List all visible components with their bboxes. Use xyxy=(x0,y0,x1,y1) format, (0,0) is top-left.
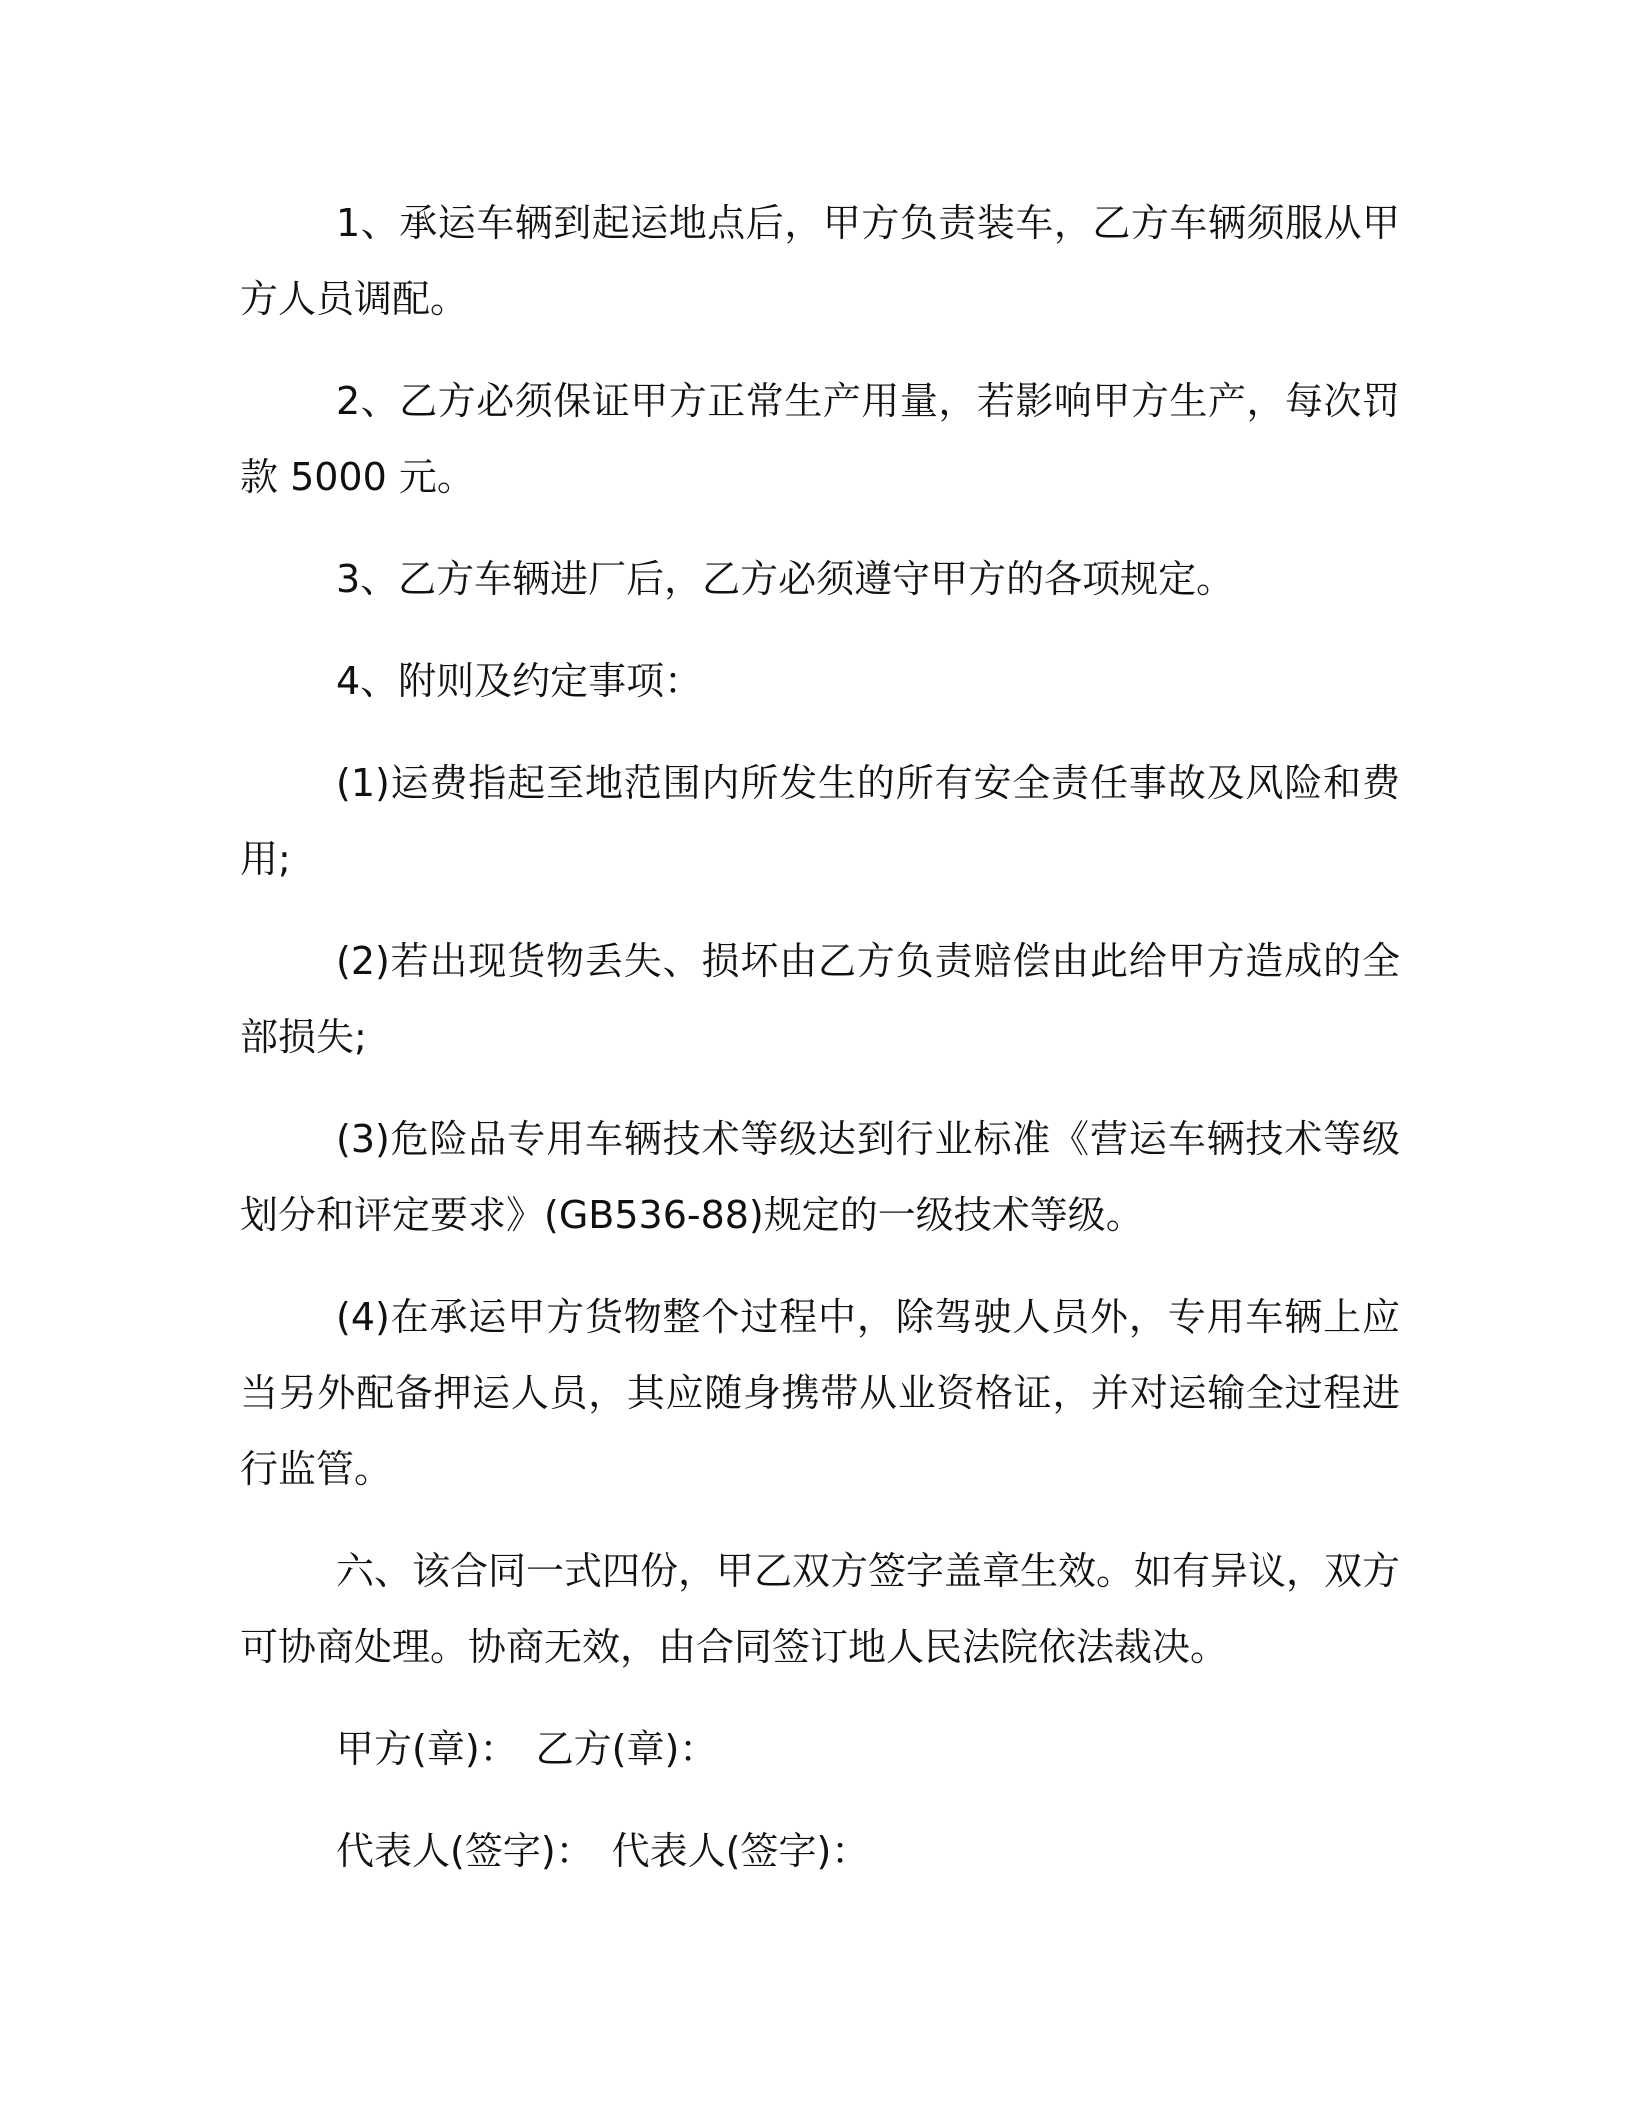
clause-4-item-1: (1)运费指起至地范围内所发生的所有安全责任事故及风险和费用; xyxy=(240,761,1400,881)
document-body xyxy=(240,185,1400,1915)
clause-3: 3、乙方车辆进厂后，乙方必须遵守甲方的各项规定。 xyxy=(336,557,1235,601)
clause-1: 1、承运车辆到起运地点后，甲方负责装车，乙方车辆须服从甲方人员调配。 xyxy=(240,201,1400,321)
clause-4-heading: 4、附则及约定事项： xyxy=(336,659,703,703)
party-b-rep-label: 代表人(签字)： xyxy=(611,1829,870,1873)
party-b-seal-label: 乙方(章)： xyxy=(535,1727,718,1771)
party-a-rep-label: 代表人(签字)： xyxy=(336,1829,594,1873)
seal-line xyxy=(240,1711,1400,1787)
clause-6: 六、该合同一式四份，甲乙双方签字盖章生效。如有异议，双方可协商处理。协商无效，由合同签订地人民法院依法裁决。 xyxy=(240,1549,1401,1669)
clause-4-item-3: (3)危险品专用车辆技术等级达到行业标准《营运车辆技术等级划分和评定要求》(GB536-88)规定的一级技术等级。 xyxy=(240,1117,1400,1237)
party-a-seal-label: 甲方(章)： xyxy=(336,1727,518,1771)
clause-4-item-2: (2)若出现货物丢失、损坏由乙方负责赔偿由此给甲方造成的全部损失; xyxy=(240,939,1400,1059)
clause-2: 2、乙方必须保证甲方正常生产用量，若影响甲方生产，每次罚款 5000 元。 xyxy=(240,379,1400,499)
clause-4-item-4: (4)在承运甲方货物整个过程中，除驾驶人员外，专用车辆上应当另外配备押运人员，其应随身携带从业资格证，并对运输全过程进行监管。 xyxy=(240,1295,1400,1491)
representative-line xyxy=(240,1813,1400,1889)
